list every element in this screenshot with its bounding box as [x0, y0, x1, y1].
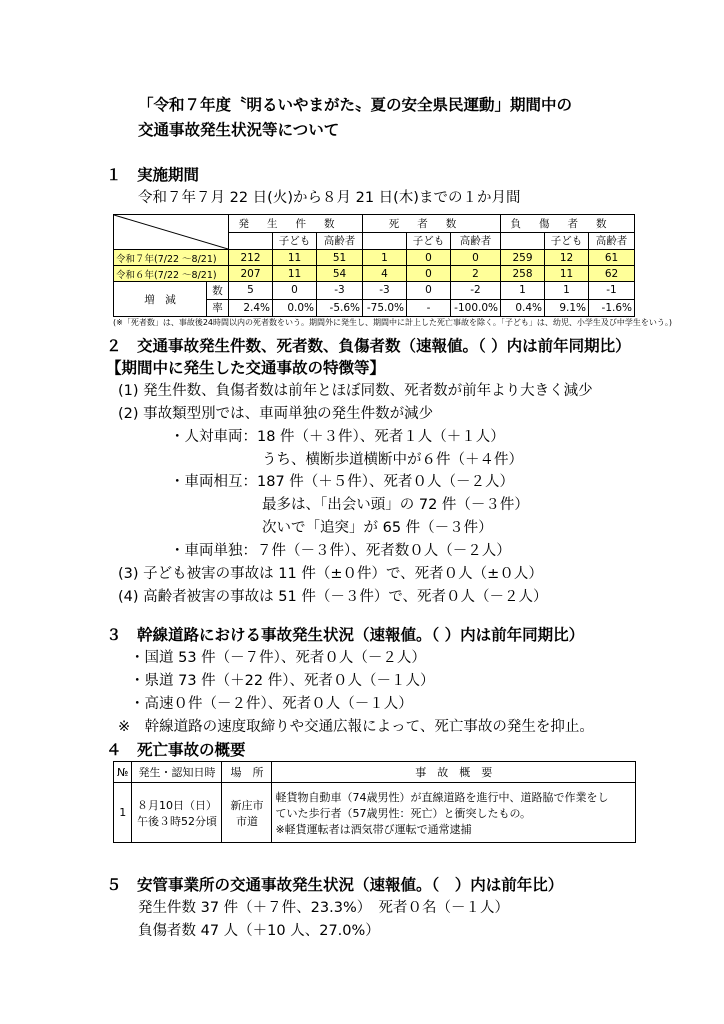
table-cell: 0 [407, 282, 451, 300]
table-cell: 0 [451, 250, 501, 266]
accidents-children-header: 子ども [273, 232, 317, 250]
table-cell: - [407, 299, 451, 317]
table-cell: -100.0% [451, 299, 501, 317]
table-cell: 9.1% [545, 299, 589, 317]
row-place-line-2: 市道 [235, 814, 258, 828]
section5-heading: ５ 安管事業所の交通事故発生状況（速報値。（ ）内は前年比） [106, 876, 564, 894]
table-cell: 1 [545, 282, 589, 300]
row-summary-line-2: ていた歩行者（57歳男性：死亡）と衝突したもの。 [275, 806, 532, 820]
table-cell: -3 [317, 282, 363, 300]
row-summary [272, 783, 636, 843]
table-row [114, 266, 635, 282]
list-item: 最多は、「出会い頭」の 72 件（－３件） [262, 497, 529, 513]
section1-heading: １ 実施期間 [106, 166, 200, 184]
table-cell: 0 [273, 282, 317, 300]
statistics-table [113, 214, 635, 317]
table-cell: 0 [407, 266, 451, 282]
table-note: (※「死者数」は、事故後24時間以内の死者数をいう。期間外に発生し、期間中に計上した死亡事故を除く。「子ども」は、幼児、小学生及び中学生をいう。) [113, 318, 672, 327]
diff-label: 増 減 [144, 293, 176, 306]
table-cell: 259 [501, 250, 545, 266]
injured-header: 負傷者数 [501, 215, 635, 233]
list-item: ・車両単独：７件（－３件）、死者数０人（－２人） [170, 543, 511, 559]
row-label: 令和６年(7/22 ～8/21) [114, 266, 229, 282]
deaths-header: 死者数 [363, 215, 501, 233]
injured-elderly-header: 高齢者 [589, 232, 635, 250]
table-cell: 54 [317, 266, 363, 282]
injured-total-subheader [501, 232, 545, 250]
row-summary-line-1: 軽貨物自動車（74歳男性）が直線道路を進行中、道路脇で作業をし [275, 790, 609, 804]
table-row [114, 250, 635, 266]
section4-heading: ４ 死亡事故の概要 [106, 741, 246, 759]
fatal-accident-table [113, 761, 636, 843]
table-cell: 1 [363, 250, 407, 266]
table-cell: 0 [407, 250, 451, 266]
section3-heading: ３ 幹線道路における事故発生状況（速報値。（ ）内は前年同期比） [106, 626, 585, 644]
table-cell: 12 [545, 250, 589, 266]
diagonal-line [114, 215, 228, 249]
section5-line-1: 発生件数 37 件（＋７件、23.3%） 死者０名（－１人） [138, 900, 509, 916]
deaths-children-header: 子ども [407, 232, 451, 250]
section5-line-2: 負傷者数 47 人（＋10 人、27.0%） [138, 923, 380, 939]
diff-label-cell [114, 282, 229, 317]
table-cell: -2 [451, 282, 501, 300]
diagonal-header-cell [114, 215, 229, 250]
list-item: (1) 発生件数、負傷者数は前年とほぼ同数、死者数が前年より大きく減少 [118, 383, 593, 399]
section2-subheading: 【期間中に発生した交通事故の特徴等】 [106, 359, 386, 377]
header-date: 発生・認知日時 [132, 762, 222, 783]
section1-text: 令和７年７月 22 日(火)から８月 21 日(木)までの１か月間 [138, 190, 521, 206]
section2-heading: ２ 交通事故発生件数、死者数、負傷者数（速報値。（ ）内は前年同期比） [106, 337, 631, 355]
table-row [114, 282, 635, 300]
table-cell: 2 [451, 266, 501, 282]
row-place [222, 783, 272, 843]
row-place-line-1: 新庄市 [230, 798, 264, 812]
list-item: 次いで「追突」が 65 件（－３件） [262, 520, 493, 536]
list-item: うち、横断歩道横断中が６件（＋４件） [262, 452, 523, 468]
table-cell: 11 [273, 250, 317, 266]
row-summary-line-3: ※軽貨運転者は酒気帯び運転で通常逮捕 [275, 822, 472, 836]
table-cell: -1.6% [589, 299, 635, 317]
table-cell: -1 [589, 282, 635, 300]
table-cell: 51 [317, 250, 363, 266]
row-date [132, 783, 222, 843]
row-no: 1 [114, 783, 132, 843]
table-cell: 61 [589, 250, 635, 266]
table-cell: -75.0% [363, 299, 407, 317]
title-line-1: 「令和７年度〝明るいやまがた〟夏の安全県民運動」期間中の [138, 96, 573, 114]
list-item: (2) 事故類型別では、車両単独の発生件数が減少 [118, 406, 434, 422]
header-no: № [114, 762, 132, 783]
list-item: ・車両相互：187 件（＋５件）、死者０人（－２人） [170, 474, 515, 490]
table-cell: 11 [545, 266, 589, 282]
accidents-total-subheader [229, 232, 273, 250]
row-date-line-2: 午後３時52分頃 [136, 814, 217, 828]
row-label: 令和７年(7/22 ～8/21) [114, 250, 229, 266]
table-cell: 4 [363, 266, 407, 282]
table-cell: 207 [229, 266, 273, 282]
table-header-row [114, 762, 636, 783]
deaths-elderly-header: 高齢者 [451, 232, 501, 250]
table-cell: 11 [273, 266, 317, 282]
rate-label: 率 [212, 302, 223, 315]
header-summary: 事 故 概 要 [272, 762, 636, 783]
table-cell: 1 [501, 282, 545, 300]
list-item: ※ 幹線道路の速度取締りや交通広報によって、死亡事故の発生を抑止。 [118, 719, 594, 735]
accidents-header: 発生件数 [229, 215, 363, 233]
row-date-line-1: ８月10日（日） [136, 798, 217, 812]
table-cell: 212 [229, 250, 273, 266]
list-item: ・国道 53 件（－７件）、死者０人（－２人） [130, 650, 426, 666]
injured-children-header: 子ども [545, 232, 589, 250]
table-cell: 258 [501, 266, 545, 282]
list-item: ・県道 73 件（＋22 件）、死者０人（－１人） [130, 673, 435, 689]
table-cell: 62 [589, 266, 635, 282]
table-cell: 0.4% [501, 299, 545, 317]
list-item: ・人対車両：18 件（＋３件）、死者１人（＋１人） [170, 429, 505, 445]
table-cell: 5 [229, 282, 273, 300]
count-label: 数 [207, 282, 228, 300]
table-cell: -5.6% [317, 299, 363, 317]
table-row [114, 783, 636, 843]
header-place: 場 所 [222, 762, 272, 783]
list-item: ・高速０件（－２件）、死者０人（－１人） [130, 696, 413, 712]
list-item: (3) 子ども被害の事故は 11 件（±０件）で、死者０人（±０人） [118, 566, 543, 582]
table-cell: -3 [363, 282, 407, 300]
accidents-elderly-header: 高齢者 [317, 232, 363, 250]
list-item: (4) 高齢者被害の事故は 51 件（－３件）で、死者０人（－２人） [118, 589, 548, 605]
table-cell: 2.4% [229, 299, 273, 317]
title-line-2: 交通事故発生状況等について [138, 121, 340, 139]
table-cell: 0.0% [273, 299, 317, 317]
deaths-total-subheader [363, 232, 407, 250]
